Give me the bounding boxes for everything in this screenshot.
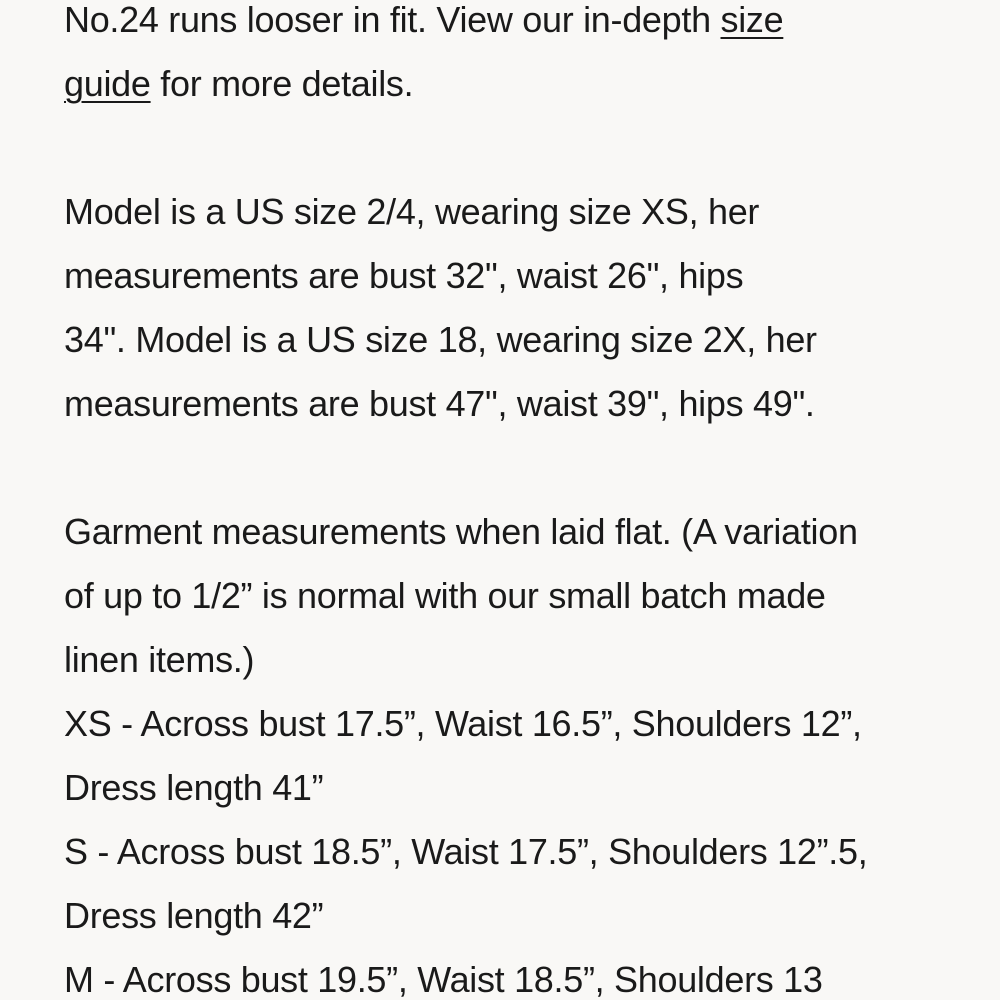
- size-m-measurements: M - Across bust 19.5”, Waist 18.5”, Shoulders 13: [64, 959, 823, 1000]
- fit-note-paragraph: [64, 0, 944, 116]
- garment-measurements-paragraph: [64, 500, 944, 1000]
- size-s-measurements-cont: Dress length 42”: [64, 895, 324, 936]
- size-guide-link[interactable]: size: [720, 0, 784, 40]
- size-xs-measurements-cont: Dress length 41”: [64, 767, 324, 808]
- garment-measurements-line: linen items.): [64, 639, 255, 680]
- model-info-line: 34". Model is a US size 18, wearing size 2X, her: [64, 319, 817, 360]
- fit-note-text: No.24 runs looser in fit. View our in-depth: [64, 0, 721, 40]
- size-s-measurements: S - Across bust 18.5”, Waist 17.5”, Shoulders 12”.5,: [64, 831, 868, 872]
- paragraph-spacer: [64, 116, 944, 180]
- model-info-line: measurements are bust 32", waist 26", hips: [64, 255, 744, 296]
- garment-measurements-line: of up to 1/2” is normal with our small batch made: [64, 575, 826, 616]
- fit-note-line-1: [64, 0, 944, 52]
- size-xs-measurements: XS - Across bust 17.5”, Waist 16.5”, Shoulders 12”,: [64, 703, 862, 744]
- fit-note-line-2: [64, 52, 944, 116]
- product-description: [64, 0, 944, 1000]
- model-info-line: measurements are bust 47", waist 39", hips 49".: [64, 383, 815, 424]
- model-info-line: Model is a US size 2/4, wearing size XS, her: [64, 191, 760, 232]
- garment-measurements-line: Garment measurements when laid flat. (A variation: [64, 511, 858, 552]
- size-guide-link-continued[interactable]: guide: [64, 63, 151, 104]
- model-info-paragraph: [64, 180, 944, 436]
- paragraph-spacer: [64, 436, 944, 500]
- fit-note-text-after: for more details.: [150, 63, 414, 104]
